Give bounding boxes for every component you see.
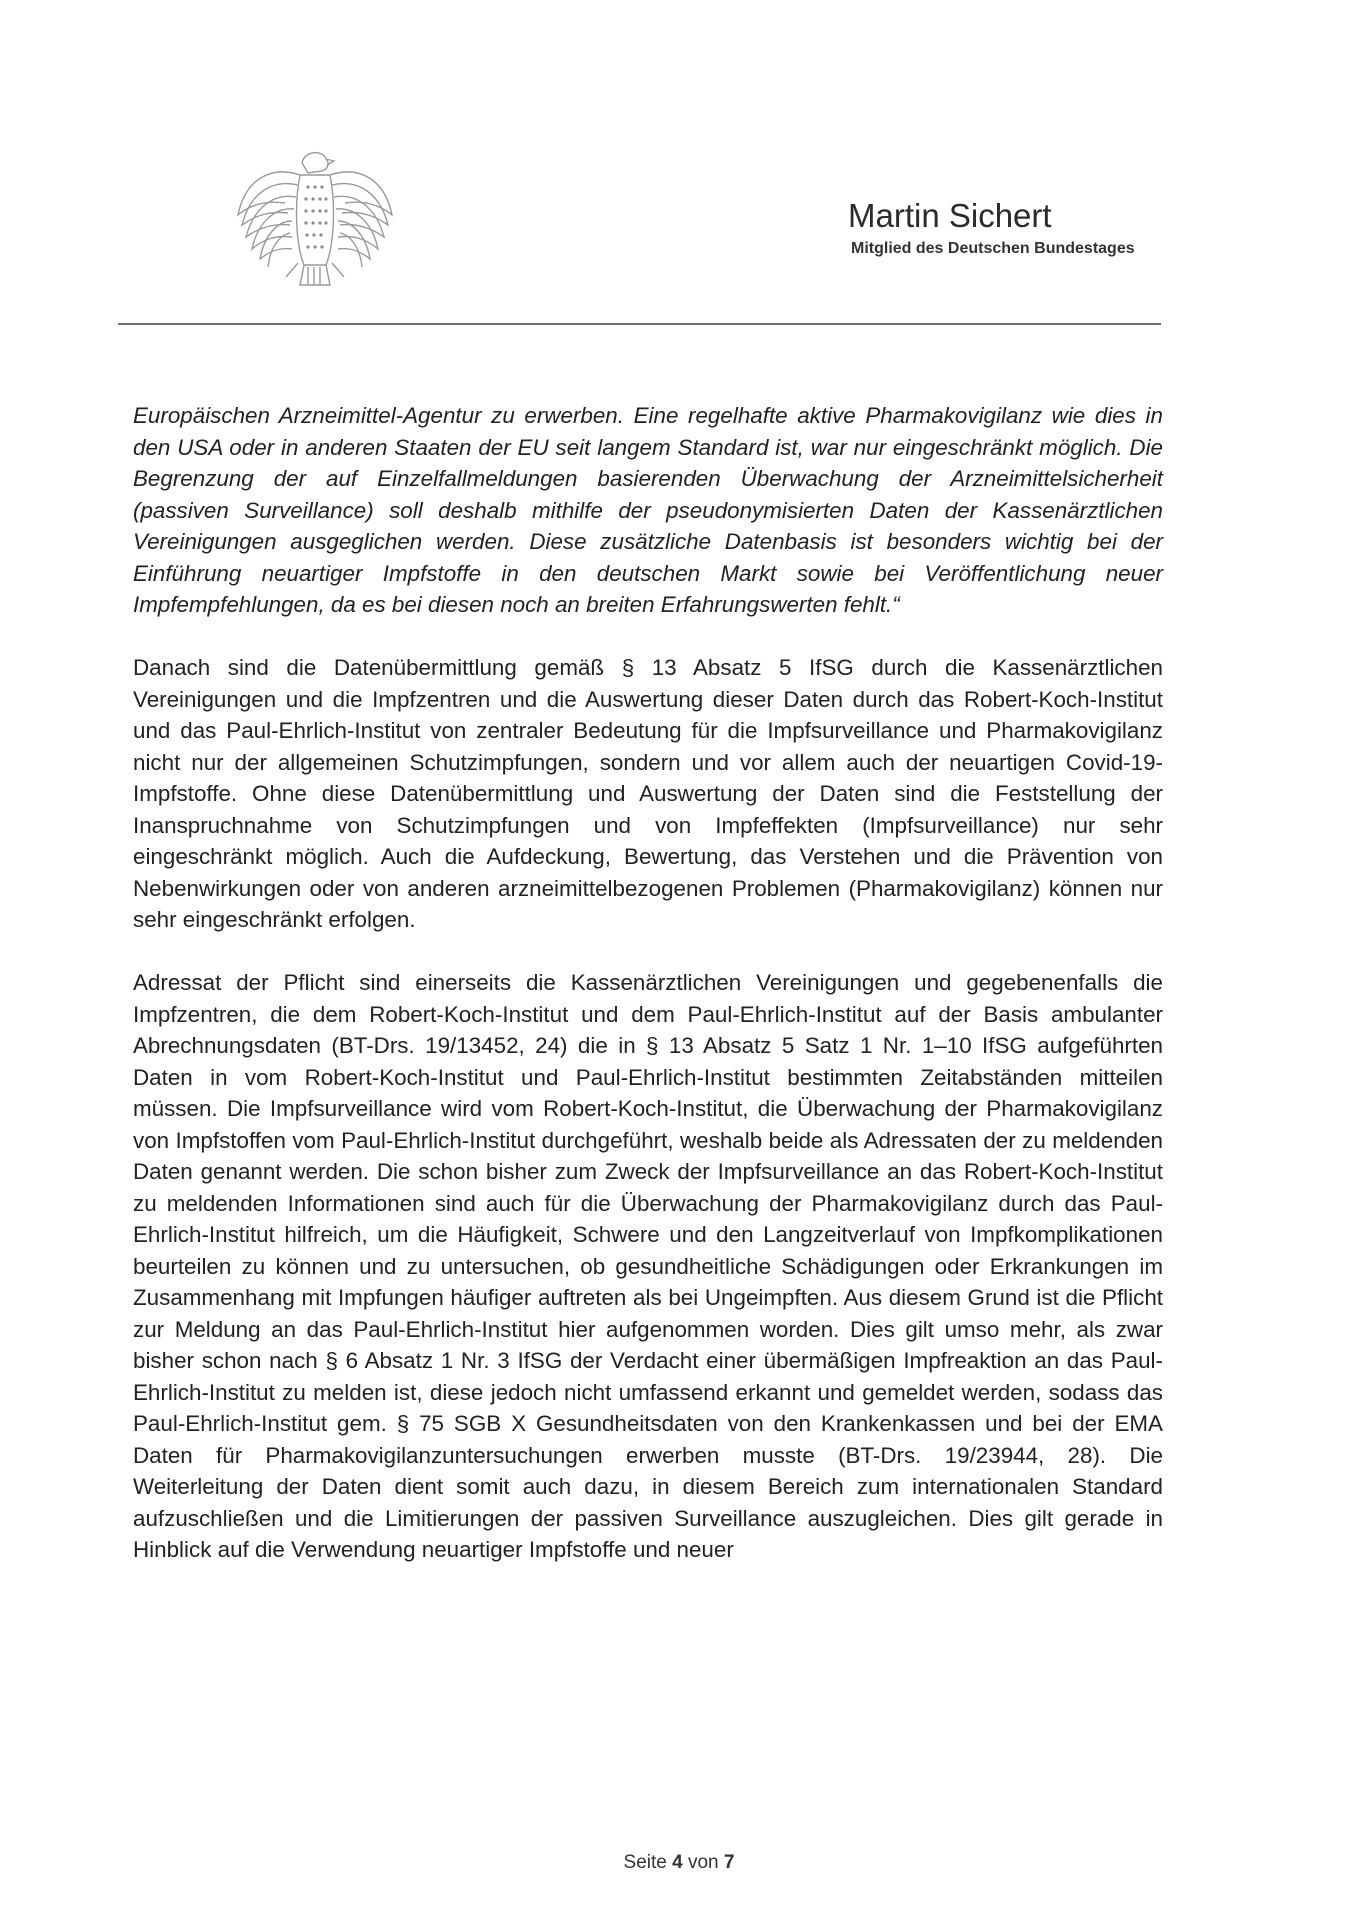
sender-title: Mitglied des Deutschen Bundestages bbox=[851, 240, 1135, 257]
body-paragraph: Danach sind die Datenübermittlung gemäß § 13 Absatz 5 IfSG durch die Kassenärztlichen Vereinigungen und die Impfzentren und die Auswertung dieser Daten durch das Robert-Koch-Institut und das Paul-Ehrlich-Institut von zentraler Bedeutung für die Impfsurveillance und Pharmakovigilanz nicht nur der allgemeinen Schutzimpfungen, sondern und vor allem auch der neuartigen Covid-19-Impfstoffe. Ohne diese Datenübermittlung und Auswertung der Daten sind die Feststellung der Inanspruchnahme von Schutzimpfungen und von Impfeffekten (Impfsurveillance) nur sehr eingeschränkt möglich. Auch die Aufdeckung, Bewertung, das Verstehen und die Prävention von Nebenwirkungen oder von anderen arzneimittelbezogenen Problemen (Pharmakovigilanz) können nur sehr eingeschränkt erfolgen. bbox=[133, 655, 1163, 932]
bundestag-eagle-icon bbox=[230, 145, 400, 295]
page-number-total: 7 bbox=[723, 1852, 735, 1873]
page-number-prefix: Seite bbox=[623, 1852, 667, 1873]
sender-name: Martin Sichert bbox=[848, 197, 1052, 234]
page-number bbox=[0, 1852, 1358, 1874]
body-paragraph: Adressat der Pflicht sind einerseits die Kassenärztlichen Vereinigungen und gegebenenfalls die Impfzentren, die dem Robert-Koch-Institut und dem Paul-Ehrlich-Institut auf der Basis ambulanter Abrechnungsdaten (BT-Drs. 19/13452, 24) die in § 13 Absatz 5 Satz 1 Nr. 1–10 IfSG aufgeführten Daten in vom Robert-Koch-Institut und Paul-Ehrlich-Institut bestimmten Zeitabständen mitteilen müssen. Die Impfsurveillance wird vom Robert-Koch-Institut, die Überwachung der Pharmakovigilanz von Impfstoffen vom Paul-Ehrlich-Institut durchgeführt, weshalb beide als Adressaten der zu meldenden Daten genannt werden. Die schon bisher zum Zweck der Impfsurveillance an das Robert-Koch-Institut zu meldenden Informationen sind auch für die Überwachung der Pharmakovigilanz durch das Paul-Ehrlich-Institut hilfreich, um die Häufigkeit, Schwere und den Langzeitverlauf von Impfkomplikationen beurteilen zu können und zu untersuchen, ob gesundheitliche Schädigungen oder Erkrankungen im Zusammenhang mit Impfungen häufiger auftreten als bei Ungeimpften. Aus diesem Grund ist die Pflicht zur Meldung an das Paul-Ehrlich-Institut hier aufgenommen worden. Dies gilt umso mehr, als zwar bisher schon nach § 6 Absatz 1 Nr. 3 IfSG der Verdacht einer übermäßigen Impfreaktion an das Paul-Ehrlich-Institut zu melden ist, diese jedoch nicht umfassend erkannt und gemeldet werden, sodass das Paul-Ehrlich-Institut gem. § 75 SGB X Gesundheitsdaten von den Krankenkassen und bei der EMA Daten für Pharmakovigilanzuntersuchungen erwerben musste (BT-Drs. 19/23944, 28). Die Weiterleitung der Daten dient somit auch dazu, in diesem Bereich zum internationalen Standard aufzuschließen und die Limitierungen der passiven Surveillance auszugleichen. Dies gilt gerade in Hinblick auf die Verwendung neuartiger Impfstoffe und neuer bbox=[133, 970, 1163, 1562]
page-number-middle: von bbox=[687, 1852, 719, 1873]
header-divider bbox=[118, 323, 1161, 325]
letter-body bbox=[133, 400, 1163, 1597]
page-number-current: 4 bbox=[672, 1852, 683, 1873]
quoted-paragraph: Europäischen Arzneimittel-Agentur zu erwerben. Eine regelhafte aktive Pharmakovigilanz wie dies in den USA oder in anderen Staaten der EU seit langem Standard ist, war nur eingeschränkt möglich. Die Begrenzung der auf Einzelfallmeldungen basierenden Überwachung der Arzneimittelsicherheit (passiven Surveillance) soll deshalb mithilfe der pseudonymisierten Daten der Kassenärztlichen Vereinigungen ausgeglichen werden. Diese zusätzliche Datenbasis ist besonders wichtig bei der Einführung neuartiger Impfstoffe in den deutschen Markt sowie bei Veröffentlichung neuer Impfempfehlungen, da es bei diesen noch an breiten Erfahrungswerten fehlt.“ bbox=[133, 403, 1163, 617]
